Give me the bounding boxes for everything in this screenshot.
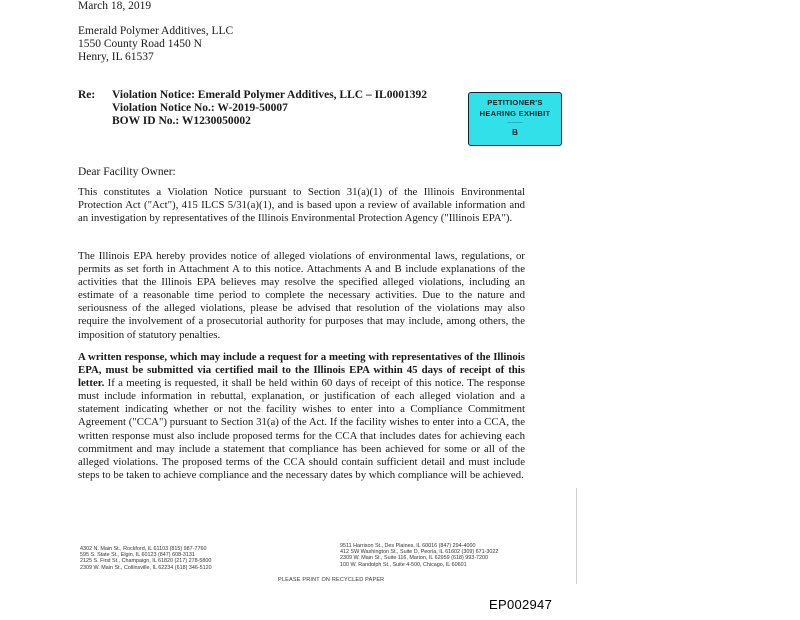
recycled-paper-note: PLEASE PRINT ON RECYCLED PAPER: [278, 577, 385, 583]
paragraph-2: The Illinois EPA hereby provides notice of alleged violations of environmental laws, regulations, or permits as set forth in Attachment A to this notice. Attachments A and B include explanations of the activities that the Illinois EPA believes may resolve the specified alleged violations, including an estimate of a reasonable time period to complete the necessary activities. Due to the nature and seriousness of the alleged violations, please be advised that resolution of the violations may also require the involvement of a prosecutorial authority for purposes that may include, among others, the imposition of statutory penalties.: [78, 250, 525, 341]
re-notice-number: Violation Notice No.: W-2019-50007: [112, 102, 288, 114]
footer-left-line: 2125 S. First St., Champaign, IL 61820 (217) 278-5800: [80, 558, 212, 565]
exhibit-stamp: [468, 92, 562, 146]
re-bow-id: BOW ID No.: W1230050002: [112, 115, 251, 127]
footer-right-line: 2309 W. Main St., Suite 116, Marion, IL 62959 (618) 993-7200: [340, 555, 489, 562]
recipient-city: Henry, IL 61537: [78, 51, 154, 63]
letter-date: March 18, 2019: [78, 0, 152, 12]
re-violation-notice: Violation Notice: Emerald Polymer Additives, LLC – IL0001392: [112, 89, 427, 101]
footer-right-line: 100 W. Randolph St., Suite 4-500, Chicago, IL 60601: [340, 561, 467, 568]
footer-offices-left: [80, 546, 212, 571]
stamp-line-1: PETITIONER'S: [487, 98, 543, 107]
re-label: Re:: [78, 89, 96, 101]
stamp-line-2: HEARING EXHIBIT: [479, 109, 551, 118]
recipient-name: Emerald Polymer Additives, LLC: [78, 25, 234, 37]
margin-line: [576, 488, 577, 584]
footer-right-line: 9511 Harrison St., Des Plaines, IL 60016 (847) 294-4000: [340, 543, 476, 549]
footer-left-line: 595 S. State St., Elgin, IL 60123 (847) 608-3131: [80, 552, 195, 559]
stamp-line-3: ———: [507, 120, 523, 126]
stamp-letter: B: [512, 128, 518, 137]
salutation: Dear Facility Owner:: [78, 166, 176, 178]
footer-left-line: 2309 W. Main St., Collinsville, IL 62234 (618) 346-5120: [80, 564, 212, 571]
paragraph-3: [78, 351, 525, 482]
paragraph-3-rest: If a meeting is requested, it shall be held within 60 days of receipt of this notice. The response must include information in rebuttal, explanation, or justification of each alleged violation and a statement indicating whether or not the facility wishes to enter into a Compliance Commitment Agreement ("CCA") pursuant to Section 31(a) of the Act. If the facility wishes to enter into a CCA, the written response must also include proposed terms for the CCA that includes dates for achieving each commitment and may include a statement that compliance has been achieved for some or all of the alleged violations. The proposed terms of the CCA should contain sufficient detail and must include steps to be taken to achieve compliance and the necessary dates by which compliance will be achieved.: [78, 377, 525, 481]
paragraph-3-bold: A written response, which may include a request for a meeting with representatives of the Illinois EPA, must be submitted via certified mail to the Illinois EPA within 45 days of receipt of this letter.: [78, 351, 525, 390]
footer-offices-right: [340, 543, 498, 568]
footer-left-line: 4302 N. Main St., Rockford, IL 61103 (815) 987-7760: [80, 546, 207, 552]
paragraph-1: This constitutes a Violation Notice pursuant to Section 31(a)(1) of the Illinois Environmental Protection Act ("Act"), 415 ILCS 5/31(a)(1), and is based upon a review of available information and an investigation by representatives of the Illinois Environmental Protection Agency ("Illinois EPA").: [78, 186, 525, 225]
bates-number: EP002947: [489, 597, 553, 612]
recipient-street: 1550 County Road 1450 N: [78, 38, 202, 50]
footer-right-line: 412 SW Washington St., Suite D, Peoria, IL 61602 (309) 671-3022: [340, 549, 499, 556]
